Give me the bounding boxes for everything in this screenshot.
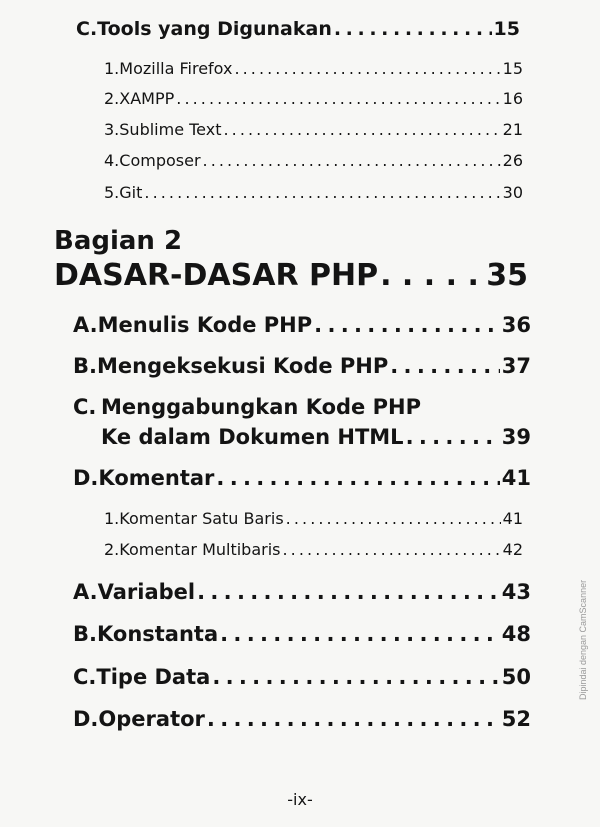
page-number: 42 bbox=[502, 540, 523, 559]
section-letter: C. bbox=[76, 18, 98, 40]
page-number: 48 bbox=[501, 622, 531, 646]
section-letter: C. bbox=[73, 665, 97, 689]
dot-leader bbox=[390, 354, 500, 378]
dot-leader bbox=[207, 707, 500, 731]
toc-section-row bbox=[73, 622, 531, 646]
item-number: 2. bbox=[104, 89, 120, 108]
section-title: Mengeksekusi Kode PHP bbox=[96, 354, 389, 378]
item-title: Sublime Text bbox=[119, 120, 222, 139]
dot-leader bbox=[314, 313, 500, 337]
section-title: Tools yang Digunakan bbox=[97, 18, 332, 40]
dot-leader bbox=[406, 425, 500, 449]
toc-section-row bbox=[73, 707, 531, 731]
item-number: 1. bbox=[104, 59, 120, 78]
chapter-title: DASAR-DASAR PHP bbox=[54, 258, 379, 293]
dot-leader bbox=[223, 120, 500, 139]
section-letter: B. bbox=[73, 622, 97, 646]
section-title: Tipe Data bbox=[96, 665, 211, 689]
page-number: 37 bbox=[501, 354, 531, 378]
toc-item-row bbox=[104, 120, 523, 139]
section-letter: A. bbox=[73, 313, 98, 337]
toc-item-row bbox=[104, 183, 523, 202]
dot-leader bbox=[234, 59, 500, 78]
item-title: Komentar Multibaris bbox=[119, 540, 281, 559]
section-letter: C. bbox=[73, 395, 97, 419]
section-title: Menulis Kode PHP bbox=[97, 313, 313, 337]
section-letter: B. bbox=[73, 354, 97, 378]
page-number: 35 bbox=[486, 258, 528, 293]
page-number: 15 bbox=[493, 18, 520, 40]
toc-section-row bbox=[73, 313, 531, 337]
dot-leader bbox=[334, 18, 492, 40]
section-title: Operator bbox=[98, 707, 205, 731]
page-number: 15 bbox=[502, 59, 523, 78]
toc-section-row bbox=[73, 580, 531, 604]
dot-leader bbox=[176, 89, 500, 108]
page-number: 50 bbox=[501, 665, 531, 689]
chapter-row bbox=[54, 258, 528, 293]
page-number: 21 bbox=[502, 120, 523, 139]
toc-item-row bbox=[104, 59, 523, 78]
item-title: Komentar Satu Baris bbox=[119, 509, 284, 528]
page-number: 36 bbox=[501, 313, 531, 337]
section-title: Komentar bbox=[98, 466, 215, 490]
item-number: 4. bbox=[104, 151, 120, 170]
item-title: XAMPP bbox=[119, 89, 175, 108]
section-letter: D. bbox=[73, 466, 99, 490]
part-label: Bagian 2 bbox=[54, 226, 183, 256]
section-letter: D. bbox=[73, 707, 99, 731]
dot-leader bbox=[283, 540, 501, 559]
toc-item-row bbox=[104, 89, 523, 108]
page-number: 41 bbox=[501, 466, 531, 490]
item-number: 1. bbox=[104, 509, 120, 528]
page-number: 43 bbox=[501, 580, 531, 604]
dot-leader bbox=[216, 466, 499, 490]
page-number: 26 bbox=[502, 151, 523, 170]
section-title-line1: Menggabungkan Kode PHP bbox=[101, 395, 421, 419]
section-title: Variabel bbox=[97, 580, 196, 604]
toc-item-row bbox=[104, 151, 523, 170]
toc-item-row bbox=[104, 540, 523, 559]
toc-section-row bbox=[73, 665, 531, 689]
page-number: 16 bbox=[502, 89, 523, 108]
item-number: 2. bbox=[104, 540, 120, 559]
item-title: Mozilla Firefox bbox=[119, 59, 233, 78]
section-letter: A. bbox=[73, 580, 98, 604]
dot-leader bbox=[197, 580, 500, 604]
toc-section-row bbox=[101, 425, 531, 449]
dot-leader bbox=[220, 622, 500, 646]
dot-leader bbox=[380, 258, 484, 293]
toc-section-row bbox=[73, 354, 531, 378]
page-footer-number: -ix- bbox=[287, 790, 313, 809]
toc-section-row bbox=[73, 466, 531, 490]
dot-leader bbox=[144, 183, 500, 202]
dot-leader bbox=[212, 665, 499, 689]
toc-section-first-line bbox=[73, 395, 421, 419]
item-title: Composer bbox=[119, 151, 201, 170]
page-number: 30 bbox=[502, 183, 523, 202]
scanner-watermark: Dipindai dengan CamScanner bbox=[578, 579, 588, 700]
toc-item-row bbox=[104, 509, 523, 528]
dot-leader bbox=[203, 151, 501, 170]
item-title: Git bbox=[119, 183, 143, 202]
section-title: Konstanta bbox=[96, 622, 219, 646]
item-number: 3. bbox=[104, 120, 120, 139]
dot-leader bbox=[286, 509, 501, 528]
page-number: 41 bbox=[502, 509, 523, 528]
item-number: 5. bbox=[104, 183, 120, 202]
page-number: 52 bbox=[501, 707, 531, 731]
section-title-line2: Ke dalam Dokumen HTML bbox=[101, 425, 404, 449]
page-number: 39 bbox=[501, 425, 531, 449]
toc-section-row bbox=[76, 18, 520, 40]
